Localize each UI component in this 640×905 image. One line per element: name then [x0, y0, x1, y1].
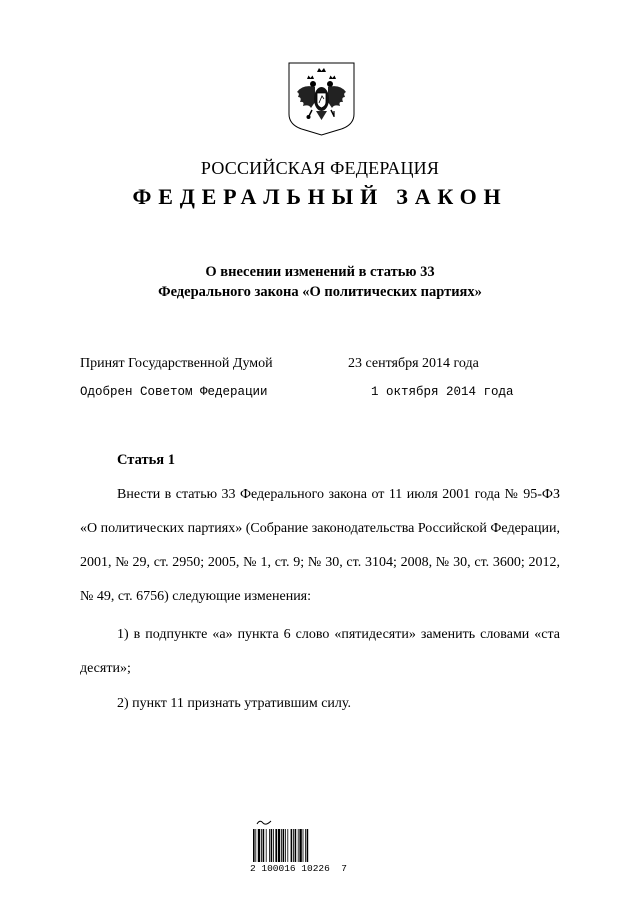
country-name: РОССИЙСКАЯ ФЕДЕРАЦИЯ — [200, 158, 440, 178]
article-heading: Статья 1 — [117, 452, 175, 468]
article-paragraph — [80, 618, 560, 686]
article-paragraph — [80, 687, 560, 721]
approval-date: 1 октября 2014 года — [371, 385, 514, 399]
barcode-number: 2 100016 10226 7 — [250, 863, 347, 874]
barcode-mark-icon — [256, 818, 272, 826]
barcode-icon — [253, 829, 325, 862]
adoption-date: 23 сентября 2014 года — [348, 356, 479, 371]
paragraph-text: 2) пункт 11 признать утратившим силу. — [117, 696, 352, 711]
paragraph-text: Внести в статью 33 Федерального закона от 11 июля 2001 года № 95-ФЗ «О политических партиях» (Собрание законодательства Российской Федерации, 2001, № 29, ст. 2950; 2005, № 1, ст. 9; № 30, ст. 3104; 2008, № 30, ст. 3600; 2012, № 49, ст. 6756) следующие изменения: — [80, 487, 560, 604]
paragraph-text: 1) в подпункте «а» пункта 6 слово «пятидесяти» заменить словами «ста десяти»; — [80, 627, 560, 676]
law-title-line-1: О внесении изменений в статью 33 — [205, 264, 435, 280]
approval-label: Одобрен Советом Федерации — [80, 385, 268, 399]
adoption-label: Принят Государственной Думой — [80, 356, 273, 371]
document-type: ФЕДЕРАЛЬНЫЙ ЗАКОН — [132, 184, 508, 209]
article-paragraph — [80, 478, 560, 614]
law-title — [0, 262, 640, 302]
coat-of-arms-icon — [288, 62, 355, 136]
law-title-line-2: Федерального закона «О политических партиях» — [158, 284, 482, 300]
